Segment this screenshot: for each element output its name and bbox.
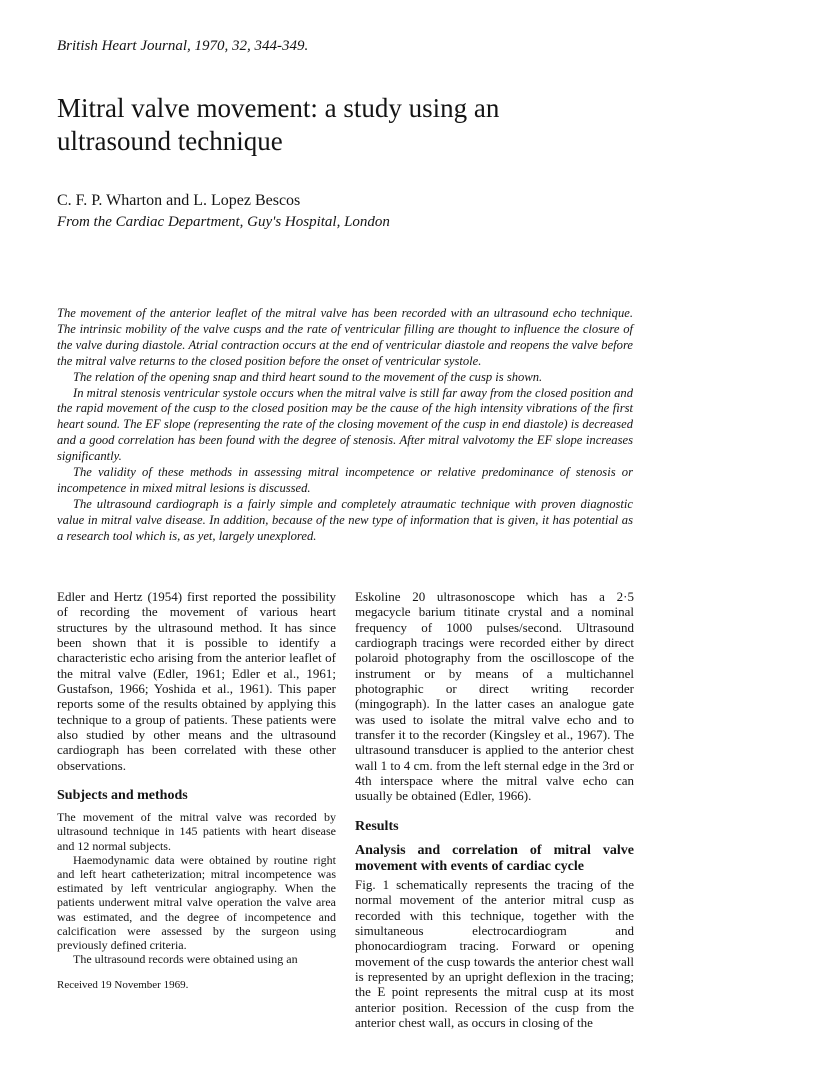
introduction-paragraph: Edler and Hertz (1954) first reported the possibility of recording the movement of various heart structures by the ultrasound method. It has since been shown that it is possible to identify a characteristic echo arising from the anterior leaflet of the mitral valve (Edler, 1961; Edler et al., 1961; Gustafson, 1966; Yoshida et al., 1961). This paper reports some of the results obtained by applying this technique to a group of patients. These patients were also studied by other means and the ultrasound cardiograph has been correlated with these other observations. xyxy=(57,589,336,773)
abstract xyxy=(57,306,633,545)
abstract-paragraph: The relation of the opening snap and third heart sound to the movement of the cusp is shown. xyxy=(73,369,543,384)
abstract-paragraph: The validity of these methods in assessing mitral incompetence or relative predominance of stenosis or incompetence in mixed mitral lesions is discussed. xyxy=(57,465,633,495)
authors: C. F. P. Wharton and L. Lopez Bescos xyxy=(57,192,301,209)
affiliation: From the Cardiac Department, Guy's Hospital, London xyxy=(57,214,390,230)
abstract-paragraph: In mitral stenosis ventricular systole occurs when the mitral valve is still far away from the closed position and the rapid movement of the cusp to the closed position may be the cause of the high intensity vibrations of the first heart sound. The EF slope (representing the rate of the closing movement of the cusp in end diastole) is decreased and a good correlation has been found with the degree of stenosis. After mitral valvotomy the EF slope increases significantly. xyxy=(57,385,633,464)
body-paragraph: Eskoline 20 ultrasonoscope which has a 2·5 megacycle barium titinate crystal and a nominal frequency of 1000 pulses/second. Ultrasound cardiograph tracings were recorded either by direct polaroid photography from the oscilloscope of the instrument or by means of a multichannel photographic or direct writing recorder (mingograph). In the latter cases an analogue gate was used to isolate the mitral valve echo and to transfer it to the recorder (Kingsley et al., 1967). The ultrasound transducer is applied to the anterior chest wall 1 to 4 cm. from the left sternal edge in the 3rd or 4th interspace where the mitral valve echo can usually be obtained (Edler, 1966). xyxy=(355,589,634,804)
journal-citation: British Heart Journal, 1970, 32, 344-349. xyxy=(57,38,309,54)
received-date: Received 19 November 1969. xyxy=(57,979,189,992)
section-heading-results: Results xyxy=(355,818,399,834)
body-paragraph: The ultrasound records were obtained using an xyxy=(73,952,298,967)
section-heading-methods: Subjects and methods xyxy=(57,788,188,804)
subsection-heading: Analysis and correlation of mitral valve movement with events of cardiac cycle xyxy=(355,842,634,874)
article-title: Mitral valve movement: a study using an ultrasound technique xyxy=(57,93,500,156)
abstract-paragraph: The movement of the anterior leaflet of the mitral valve has been recorded with an ultrasound echo technique. The intrinsic mobility of the valve cusps and the rate of ventricular filling are thought to influence the closure of the valve during diastole. Atrial contraction occurs at the end of ventricular diastole and reopens the valve before the mitral valve returns to the closed position before the onset of ventricular systole. xyxy=(57,306,633,368)
right-column xyxy=(355,589,634,1030)
body-paragraph: Fig. 1 schematically represents the tracing of the normal movement of the anterior mitral cusp as recorded with this technique, together with the simultaneous electrocardiogram and phonocardiogram tracing. Forward or opening movement of the cusp towards the anterior chest wall is represented by an upright deflexion in the tracing; the E point represents the mitral cusp at its most anterior position. Recession of the cusp from the anterior chest wall, as occurs in closing of the xyxy=(355,876,634,1030)
body-paragraph: The movement of the mitral valve was recorded by ultrasound technique in 145 patients with heart disease and 12 normal subjects. xyxy=(57,810,336,853)
body-paragraph: Haemodynamic data were obtained by routine right and left heart catheterization; mitral incompetence was estimated by left ventricular angiography. When the patients underwent mitral valve operation the valve area was estimated, and the degree of incompetence and calcification were assessed by the surgeon using previously defined criteria. xyxy=(57,852,336,952)
left-column xyxy=(57,589,336,994)
abstract-paragraph: The ultrasound cardiograph is a fairly simple and completely atraumatic technique with proven diagnostic value in mitral valve disease. In addition, because of the new type of information that is given, it has potential as a research tool which is, as yet, largely unexplored. xyxy=(57,496,633,543)
